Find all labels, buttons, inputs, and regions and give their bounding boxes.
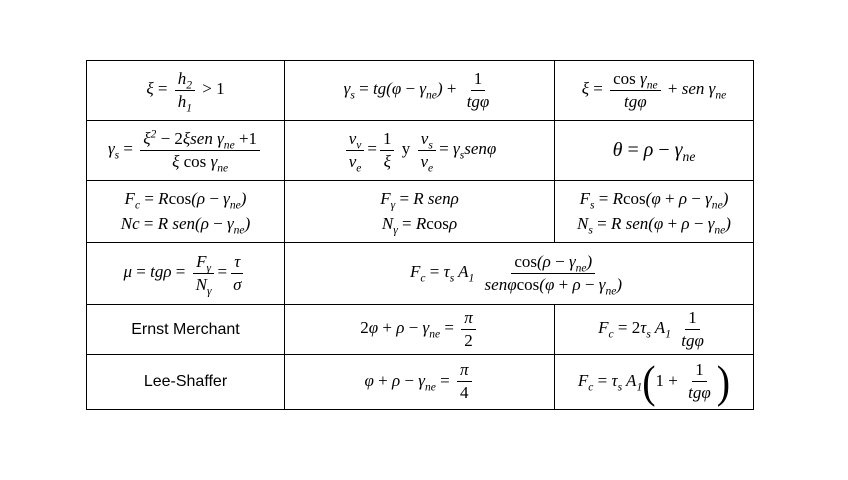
formula-cell: $\varphi + \rho - \gamma_{ne}$ = $\frac{\pi}{4}$ <box>285 355 555 410</box>
table-row <box>87 121 754 181</box>
formula-cell: ξ = $\frac{\cos \gamma_{ne}}{\text{tgφ}}$ + sen $\gamma_{ne}$ <box>555 61 754 121</box>
row-label: Ernst Merchant <box>131 320 240 338</box>
label-cell <box>87 355 285 410</box>
formula-cell: $F_c = 2\tau_s$ $A_1$ $\frac{1}{\text{tgφ}}$ <box>555 305 754 355</box>
conjunction-text: y <box>401 139 411 159</box>
row-label: Lee-Shaffer <box>143 373 228 390</box>
label-cell <box>87 305 285 355</box>
formula-cell: $\gamma_s = tg(\varphi - \gamma_{ne})$ + $\frac{1}{\text{tgφ}}$ <box>285 61 555 121</box>
table-row <box>87 243 754 305</box>
formula-cell: $F_s = Rcos(\varphi + \rho - \gamma_{ne})$ $N_s = R$ $sen(\varphi + \rho - \gamma_{ne})$ <box>555 181 754 243</box>
formula-cell: $F_\gamma = R$ senρ $N_\gamma = Rcos\rho$ <box>285 181 555 243</box>
formula-cell: $2\varphi + \rho - \gamma_{ne}$ = $\frac{\pi}{2}$ <box>285 305 555 355</box>
table-row <box>87 181 754 243</box>
formula-table <box>86 60 754 410</box>
table-row <box>87 61 754 121</box>
formula-cell: $\gamma_s$ = $\frac{\xi^2 - 2\xi sen \gamma_{ne} +1}{\xi \cos \gamma_{ne}}$ <box>87 121 285 181</box>
formula-cell: $F_c = \tau_s$ $A_1$ $\frac{\cos(\rho - \gamma_{ne})}{sen\varphi\cos(\varphi + \rho - \gamma_{ne})}$ <box>285 243 754 305</box>
formula-cell: $\theta = \rho - \gamma_{ne}$ <box>555 121 754 181</box>
formula-cell: ξ = $\frac{h_2}{h_1}$ > 1 <box>87 61 285 121</box>
table-row <box>87 305 754 355</box>
formula-cell: μ = tgρ = $\frac{F_\gamma}{N_\gamma}$ = $\frac{\tau}{\sigma}$ <box>87 243 285 305</box>
table-row <box>87 355 754 410</box>
formula-cell: $F_c = \tau_s$ $A_1(1$ + $\frac{1}{\text{tgφ}}$ ) <box>555 355 754 410</box>
formula-cell: $F_c = Rcos(\rho - \gamma_{ne})$ Nc = R $sen(\rho - \gamma_{ne})$ <box>87 181 285 243</box>
formula-cell: $\frac{v_v}{v_e}$ = $\frac{1}{\xi}$ y $\frac{v_s}{v_e}$ = $\gamma_ssen\varphi$ <box>285 121 555 181</box>
